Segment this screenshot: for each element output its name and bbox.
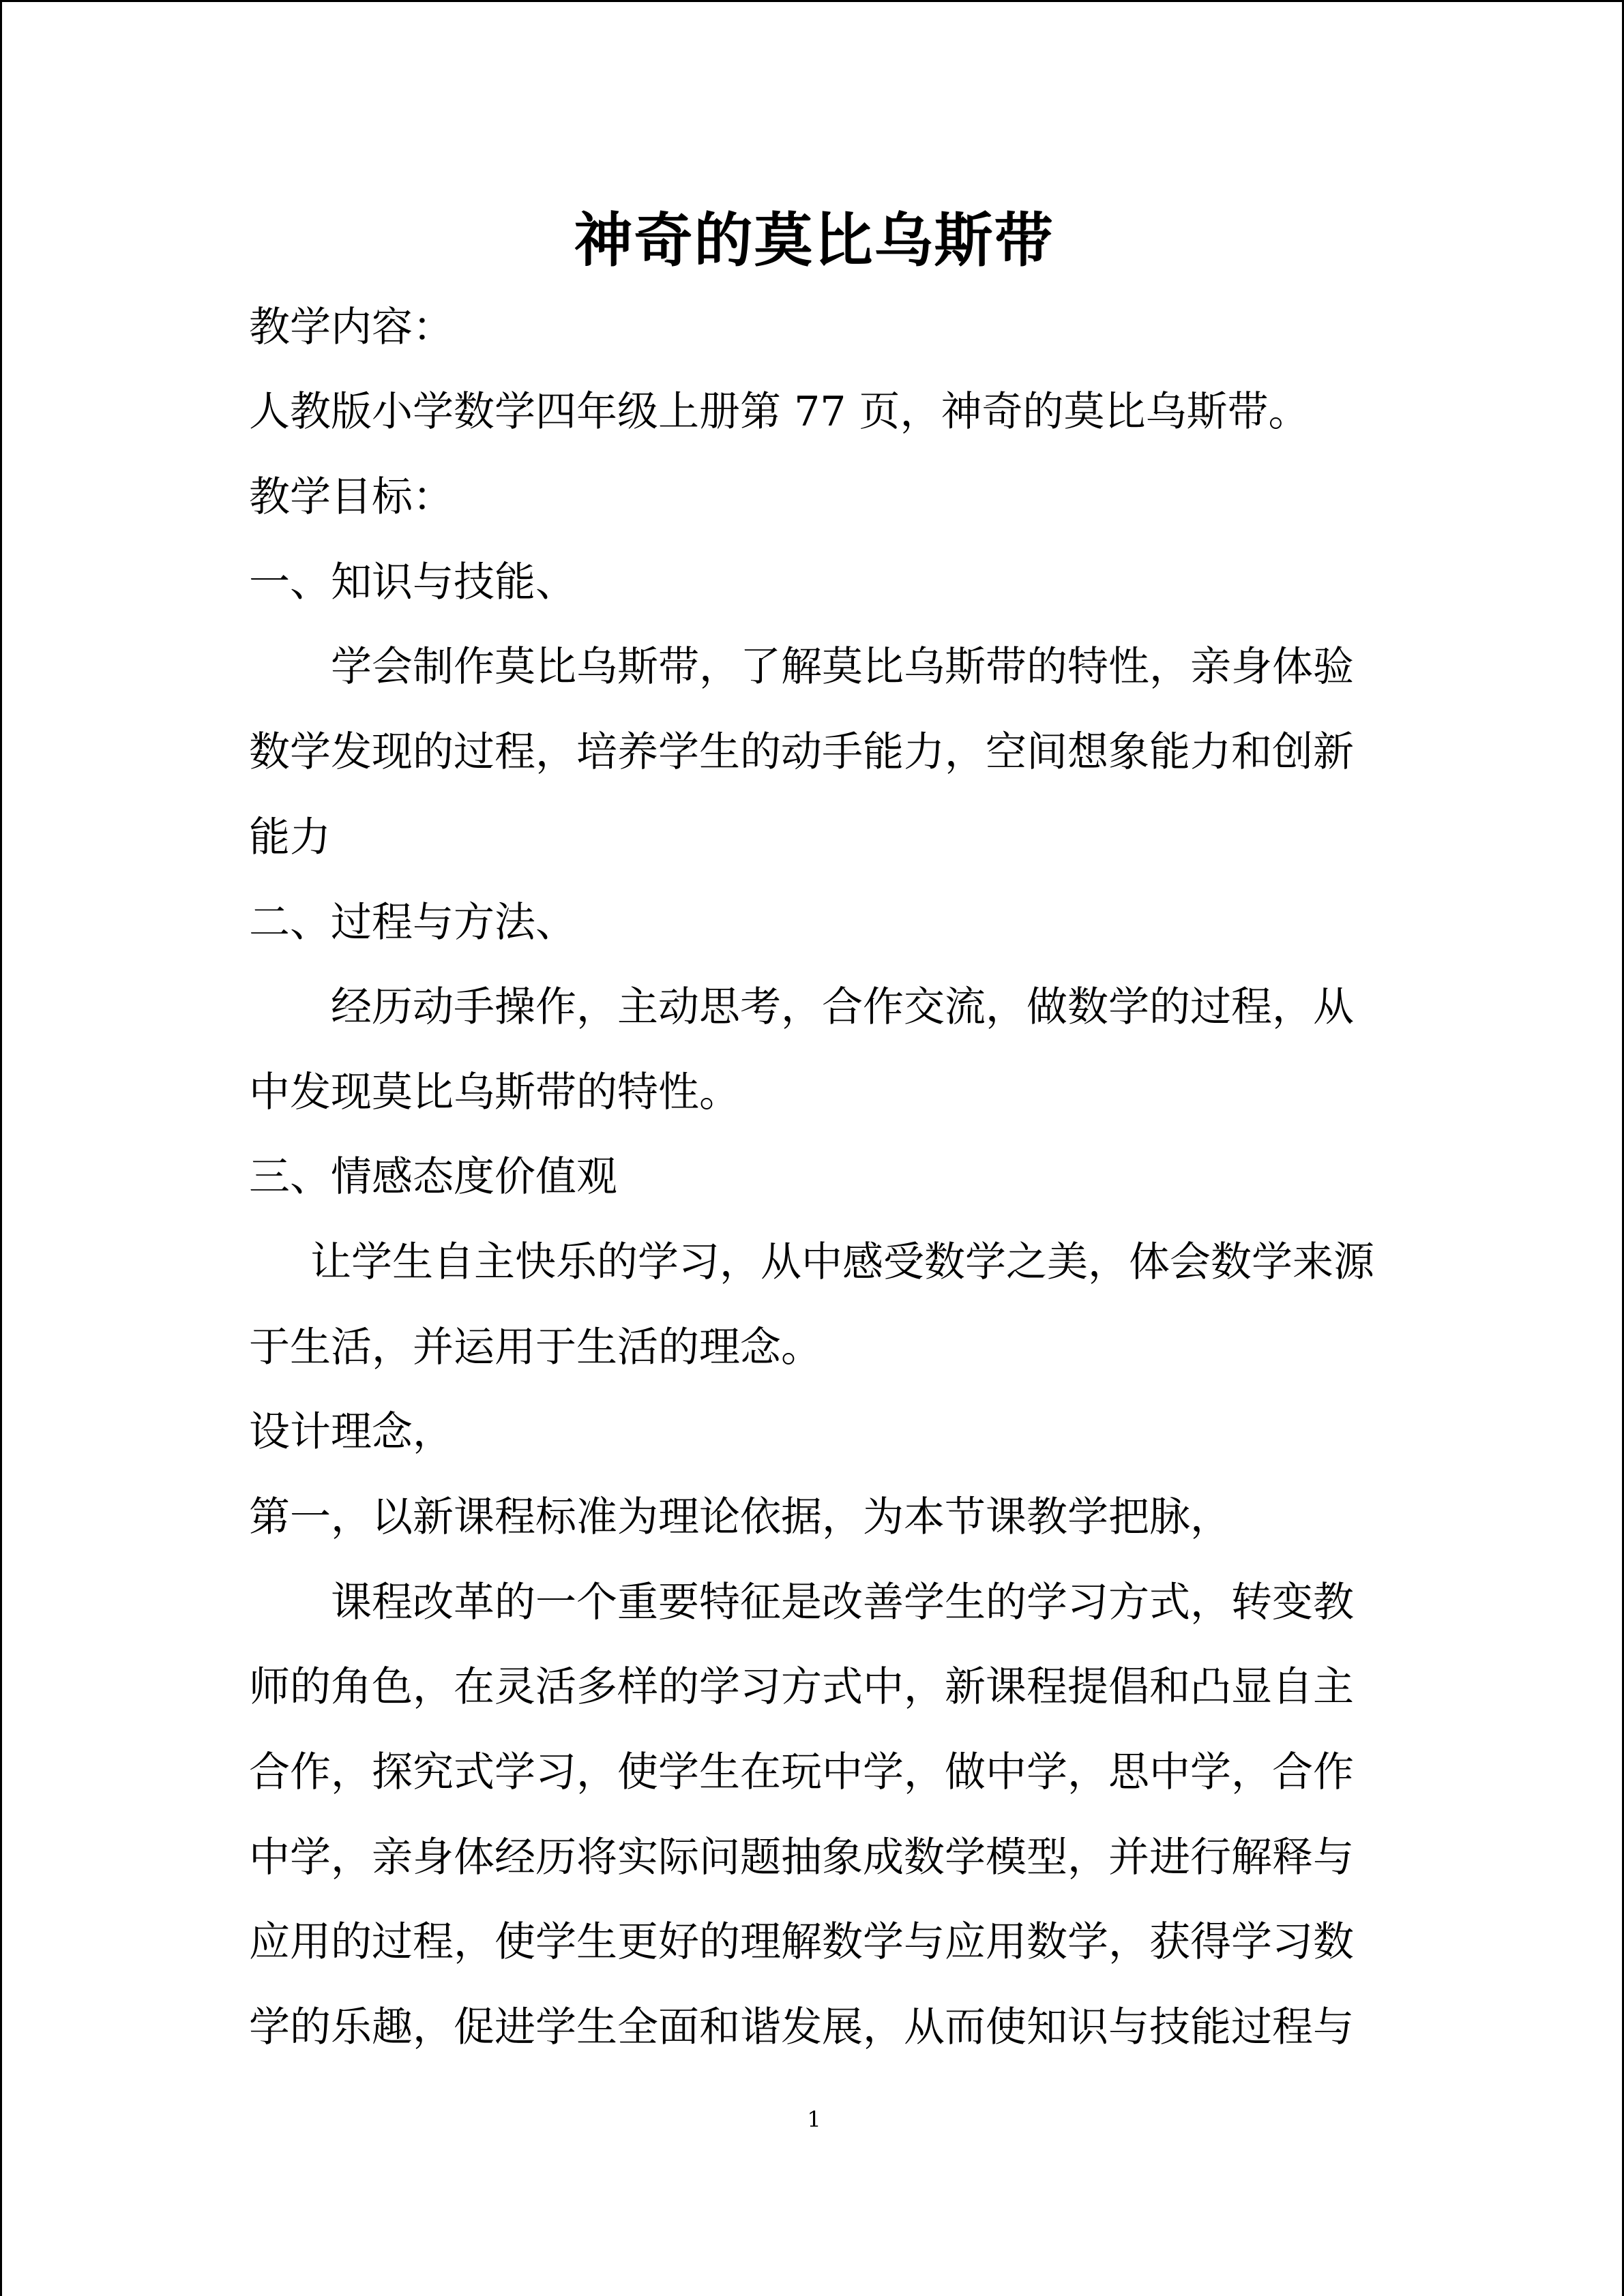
paragraph-line: 于生活，并运用于生活的理念。 (249, 1324, 822, 1371)
paragraph-line: 学的乐趣，促进学生全面和谐发展，从而使知识与技能过程与 (249, 2003, 1354, 2051)
paragraph-line: 中发现莫比乌斯带的特性。 (249, 1069, 740, 1116)
subheading-knowledge-skills: 一、知识与技能、 (249, 558, 576, 606)
paragraph-line: 师的角色，在灵活多样的学习方式中，新课程提倡和凸显自主 (249, 1663, 1354, 1711)
subheading-emotion-values: 三、情感态度价值观 (249, 1153, 617, 1201)
paragraph-line: 合作，探究式学习，使学生在玩中学，做中学，思中学，合作 (249, 1748, 1354, 1796)
document-title: 神奇的莫比乌斯带 (574, 206, 1054, 275)
paragraph-line: 学会制作莫比乌斯带，了解莫比乌斯带的特性，亲身体验 (331, 643, 1354, 691)
paragraph-line: 人教版小学数学四年级上册第 77 页，神奇的莫比乌斯带。 (249, 388, 1310, 436)
paragraph-line: 应用的过程，使学生更好的理解数学与应用数学，获得学习数 (249, 1918, 1354, 1966)
paragraph-line: 中学，亲身体经历将实际问题抽象成数学模型，并进行解释与 (249, 1834, 1354, 1881)
paragraph-line: 经历动手操作，主动思考，合作交流，做数学的过程，从 (331, 983, 1354, 1031)
page-number: 1 (807, 2106, 821, 2132)
heading-design-concept: 设计理念， (249, 1408, 454, 1456)
paragraph-line: 让学生自主快乐的学习，从中感受数学之美，体会数学来源 (310, 1238, 1374, 1286)
subheading-first-point: 第一，以新课程标准为理论依据，为本节课教学把脉， (249, 1493, 1231, 1541)
paragraph-line: 数学发现的过程，培养学生的动手能力，空间想象能力和创新 (249, 728, 1354, 776)
paragraph-line: 能力 (249, 814, 331, 861)
heading-teaching-goals: 教学目标： (249, 473, 454, 521)
heading-teaching-content: 教学内容： (249, 303, 454, 351)
paragraph-line: 课程改革的一个重要特征是改善学生的学习方式，转变教 (331, 1579, 1354, 1626)
subheading-process-method: 二、过程与方法、 (249, 899, 576, 946)
